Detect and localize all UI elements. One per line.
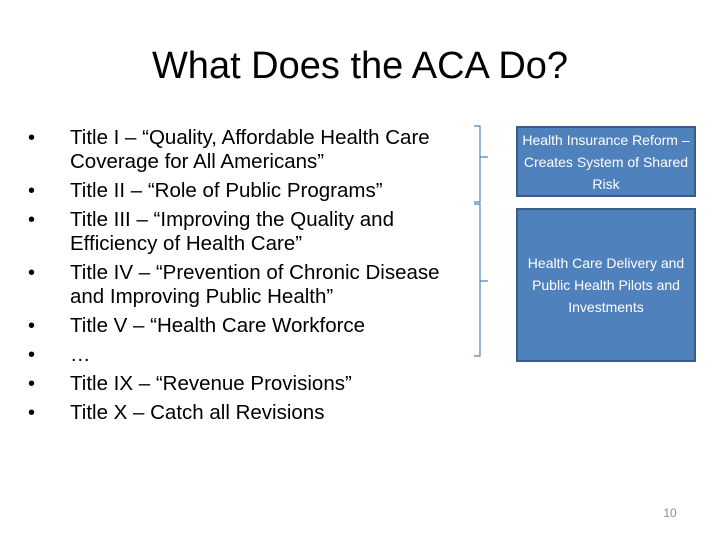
slide-title: What Does the ACA Do? — [151, 45, 569, 87]
bullet-item-title-v — [28, 314, 458, 338]
bullet-symbol: • — [28, 344, 36, 366]
bracket-upper — [474, 126, 488, 202]
bullet-symbol: • — [28, 209, 36, 231]
bullet-text: Title I – “Quality, Affordable Health Care Coverage for All Americans” — [70, 126, 430, 173]
bullet-item-title-iii — [28, 208, 458, 256]
grouping-brackets — [474, 120, 514, 365]
health-insurance-reform-box — [516, 126, 696, 197]
bullet-symbol: • — [28, 373, 36, 395]
bullet-item-title-ix — [28, 372, 458, 396]
bullet-text: Title III – “Improving the Quality and Efficiency of Health Care” — [70, 208, 394, 255]
bracket-lower — [474, 204, 488, 356]
bullet-item-title-x — [28, 401, 458, 425]
bullet-symbol: • — [28, 262, 36, 284]
bullet-text: Title IV – “Prevention of Chronic Disease and Improving Public Health” — [70, 261, 440, 308]
bullet-symbol: • — [28, 402, 36, 424]
bullet-list — [28, 126, 458, 430]
bullet-text: Title X – Catch all Revisions — [70, 401, 325, 424]
slide-page-number: 10 — [663, 506, 677, 520]
health-insurance-reform-text: Health Insurance Reform – Creates System of Shared Risk — [522, 131, 690, 192]
bullet-item-title-iv — [28, 261, 458, 309]
bullet-symbol: • — [28, 315, 36, 337]
bullet-text: Title IX – “Revenue Provisions” — [70, 372, 352, 395]
bullet-text: … — [70, 343, 91, 366]
bullet-item-title-ii — [28, 179, 458, 203]
bullet-text: Title V – “Health Care Workforce — [70, 314, 366, 337]
health-care-delivery-box — [516, 208, 696, 362]
health-care-delivery-text: Health Care Delivery and Public Health Pilots and Investments — [527, 255, 685, 315]
bullet-symbol: • — [28, 127, 36, 149]
bullet-symbol: • — [28, 180, 36, 202]
bullet-item-title-i — [28, 126, 458, 174]
bullet-text: Title II – “Role of Public Programs” — [70, 179, 383, 202]
bullet-item-ellipsis — [28, 343, 458, 367]
